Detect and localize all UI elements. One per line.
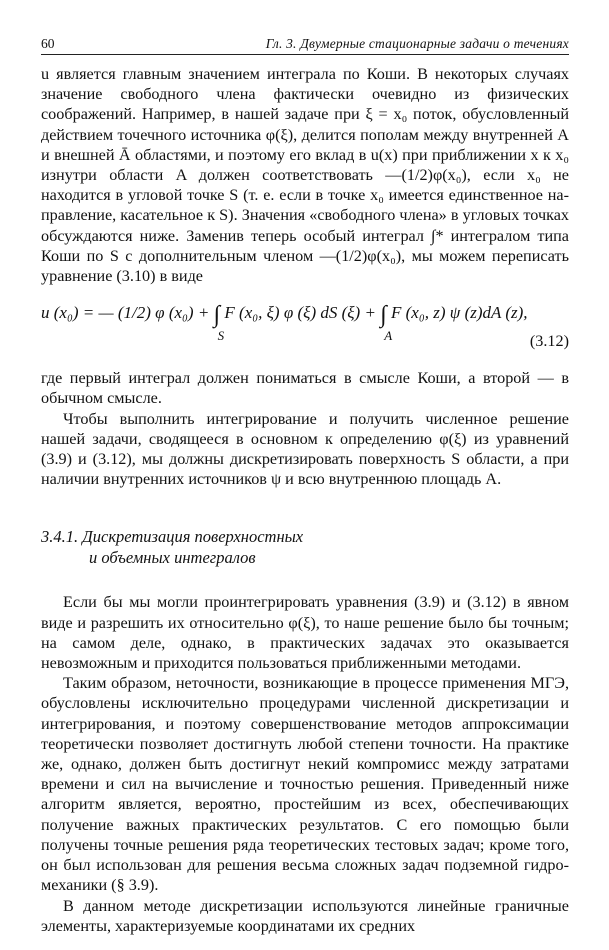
equation-integrand-2: F (x₀, z) ψ (z)dA (z), <box>391 303 528 323</box>
equation-integrand-1: F (x₀, ξ) φ (ξ) dS (ξ) + <box>224 303 381 323</box>
section-heading <box>41 527 569 568</box>
integral-subscript-a: A <box>384 328 393 344</box>
page-header <box>41 32 569 55</box>
paragraph-1: u является главным значением интеграла по Коши. В некоторых случаях значение свободного члена фактически очевидно из физических соображений. Например, в нашей задаче при ξ = x₀ поток, обусловленный действием точечного источника φ(ξ), делится пополам между внутренней A и внешней Ā областями, и поэтому его вклад в u(x) при приближении x к x₀ изнутри области A должен соответствовать —(1/2)φ(x₀), если x₀ не находится в угловой точке S (т. е. если в точке x₀ имеется единственное направление, касательное к S). Значения «свободного члена» в угловых точках обсуждаются ниже. Заменив теперь особый интеграл ∫* интегралом типа Коши по S с дополнительным членом —(1/2)φ(x₀), мы можем переписать уравнение (3.10) в виде <box>41 65 569 286</box>
paragraph-5: Таким образом, неточности, возникающие в процессе применения МГЭ, обусловлены исключительно процедурами численной дискретизации и интегрирования, и поэтому совершенствование методов аппроксимации теоретически позволяет достигнуть любой степени точности. На практике же, однако, должен быть достигнут некий компромисс между затратами времени и сил на вычисление и точностью решения. Приведенный ниже алгоритм является, вероятно, простейшим из всех, обеспечивающих получение важных практических результатов. С его помощью были получены точные решения ряда теоретических тестовых задач; кроме того, он был использован для решения весьма сложных задач подземной гидромеханики (§ 3.9). <box>41 674 569 895</box>
equation-3-12 <box>41 298 569 360</box>
integral-over-a <box>380 302 393 344</box>
equation-lhs: u (x₀) = — (1/2) φ (x₀) + <box>41 303 214 323</box>
integral-over-s <box>213 302 225 344</box>
running-head: Гл. 3. Двумерные стационарные задачи о течениях <box>265 36 569 51</box>
section-number: 3.4.1. <box>41 527 79 547</box>
page-number: 60 <box>41 36 55 51</box>
paragraph-6: В данном методе дискретизации используются линейные граничные элементы, характеризуемые координатами их средних <box>41 896 569 935</box>
section-title-line-1: Дискретизация поверхностных <box>82 527 304 547</box>
section-title-line-2: и объемных интегралов <box>89 547 256 567</box>
equation-number: (3.12) <box>529 332 569 351</box>
paragraph-3: Чтобы выполнить интегрирование и получить численное решение нашей задачи, сводящееся в основном к определению φ(ξ) из уравнений (3.9) и (3.12), мы должны дискретизировать поверхность S области, а при наличии внутренних источников ψ и всю внутреннюю площадь A. <box>41 409 569 489</box>
integral-subscript-s: S <box>217 328 225 344</box>
integral-sign: ∫ <box>213 302 221 329</box>
paragraph-2: где первый интеграл должен пониматься в смысле Коши, а второй — в обычном смысле. <box>41 369 569 408</box>
paragraph-4: Если бы мы могли проинтегрировать уравнения (3.9) и (3.12) в явном виде и разрешить их относительно φ(ξ), то наше решение было бы точным; на самом деле, однако, в практических задачах это оказывается невозможным и приходится пользоваться приближенными методами. <box>41 593 569 673</box>
integral-sign: ∫ <box>380 302 387 329</box>
page-body <box>41 64 569 936</box>
equation-text <box>41 302 528 344</box>
